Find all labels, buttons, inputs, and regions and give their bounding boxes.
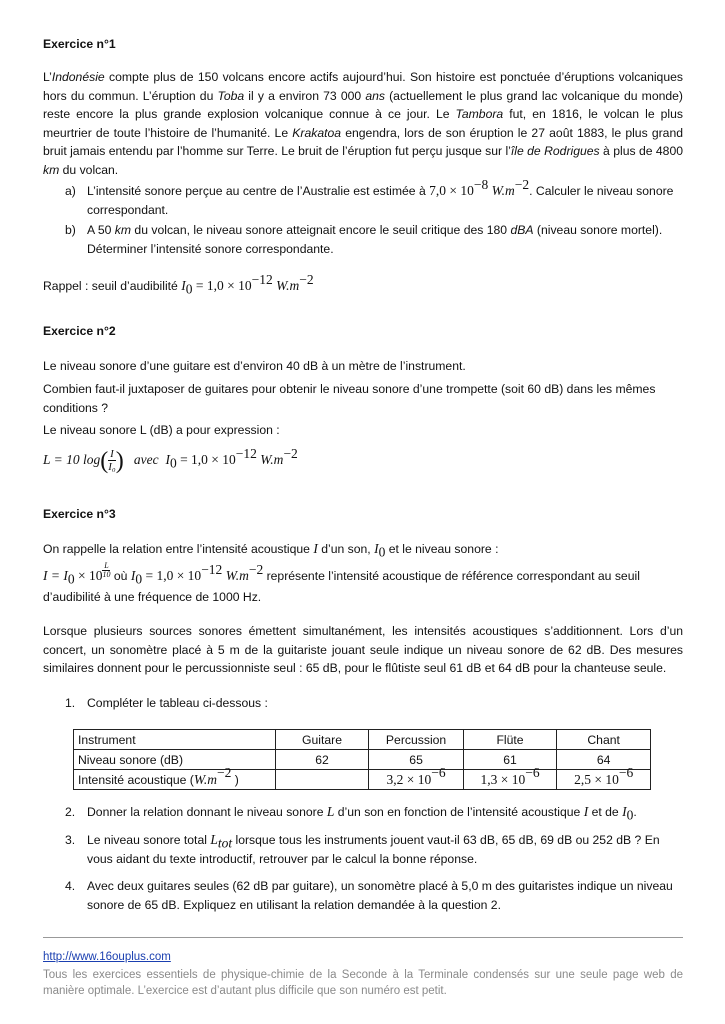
footer-divider — [43, 937, 683, 938]
table-header-cell: Percussion — [369, 730, 463, 750]
table-cell-empty[interactable] — [275, 770, 369, 790]
exercise-1-title: Exercice n°1 — [43, 37, 116, 51]
exercise-3-title: Exercice n°3 — [43, 507, 116, 521]
exercise-2-line-2: Combien faut-il juxtaposer de guitares pour obtenir le niveau sonore d’une trompette (soit 60 dB) dans les mêmes conditions ? — [43, 382, 656, 415]
table-header-cell: Chant — [557, 730, 651, 750]
table-row — [74, 770, 651, 790]
exercise-2-title: Exercice n°2 — [43, 324, 116, 338]
exercise-3-paragraph: Lorsque plusieurs sources sonores émettent simultanément, les intensités acoustiques s’additionnent. Lors d’un concert, un sonomètre placé à 5 m de la guitariste jouant seule indique un niveau sonore de 62 dB. Des mesures similaires donnent pour le percussionniste seul : 65 dB, pour le flûtiste seul 61 dB et 64 dB pour la chanteuse seule. — [43, 624, 683, 675]
exercise-1-intro: L’Indonésie compte plus de 150 volcans encore actifs aujourd’hui. Son histoire est ponctuée d’éruptions volcaniques hors du commun. L’éruption du Toba il y a environ 73 000 ans (actuellement le plus grand lac volcanique du monde) reste encore la plus grande explosion volcanique connue à ce jour. Le Tambora fut, en 1816, le volcan le plus meurtrier de toute l’histoire de l’humanité. Le Krakatoa engendra, lors de son éruption le 27 août 1883, le plus grand bruit jamais entendu par l’homme sur Terre. Le bruit de l’éruption fut perçu jusque sur l’île de Rodrigues à plus de 4800 km du volcan. — [43, 70, 684, 177]
exercise-3-intro: On rappelle la relation entre l’intensité acoustique I d’un son, $I_0$ et le niveau sonore : — [43, 541, 499, 560]
table-header-cell: Flüte — [463, 730, 557, 750]
table-cell: 64 — [557, 750, 651, 770]
exercise-1-reminder: Rappel : seuil d’audibilité $I_0 = 1,0 \times 10^{-12}$ $W.m^{-2}$ — [43, 271, 314, 297]
footer-link[interactable]: http://www.16ouplus.com — [43, 951, 171, 963]
table-header-cell: Guitare — [275, 730, 369, 750]
table-header-row — [74, 730, 651, 750]
table-cell: 61 — [463, 750, 557, 770]
table-row-label: Niveau sonore (dB) — [74, 750, 276, 770]
footer-text: Tous les exercices essentiels de physique-chimie de la Seconde à la Terminale condensés sur une seule page web de manière optimale. L’exercice est d’autant plus difficile que son numéro est petit. — [43, 969, 683, 997]
table-cell: 62 — [275, 750, 369, 770]
exercise-3-formula: $I = I_0 \times 10$ $^{\frac{L}{10}}$ où $I_0 = 1,0 \times 10^{-12}$ $W.m^{-2}$ représente l’intensité acoustique de référence correspondant au seuil d’audibilité à une fréquence de 1000 Hz. — [43, 561, 640, 604]
instrument-table — [73, 729, 651, 790]
table-row — [74, 750, 651, 770]
table-header-cell: Instrument — [74, 730, 276, 750]
table-cell: $1,3 \times 10^{-6}$ — [463, 770, 557, 790]
table-row-label: Intensité acoustique ($W.m^{-2}$ ) — [74, 770, 276, 790]
table-cell: 65 — [369, 750, 463, 770]
table-cell: $3,2 \times 10^{-6}$ — [369, 770, 463, 790]
exercise-2-line-3: Le niveau sonore L (dB) a pour expression : — [43, 423, 280, 437]
table-cell: $2,5 \times 10^{-6}$ — [557, 770, 651, 790]
exercise-2-formula: L = 10 log( $\frac{I}{\text{I₀}}$ ) avec $I_0 = 1,0 \times 10^{-12}$ $W.m^{-2}$ — [43, 445, 298, 474]
exercise-2-line-1: Le niveau sonore d’une guitare est d’environ 40 dB à un mètre de l’instrument. — [43, 359, 466, 373]
